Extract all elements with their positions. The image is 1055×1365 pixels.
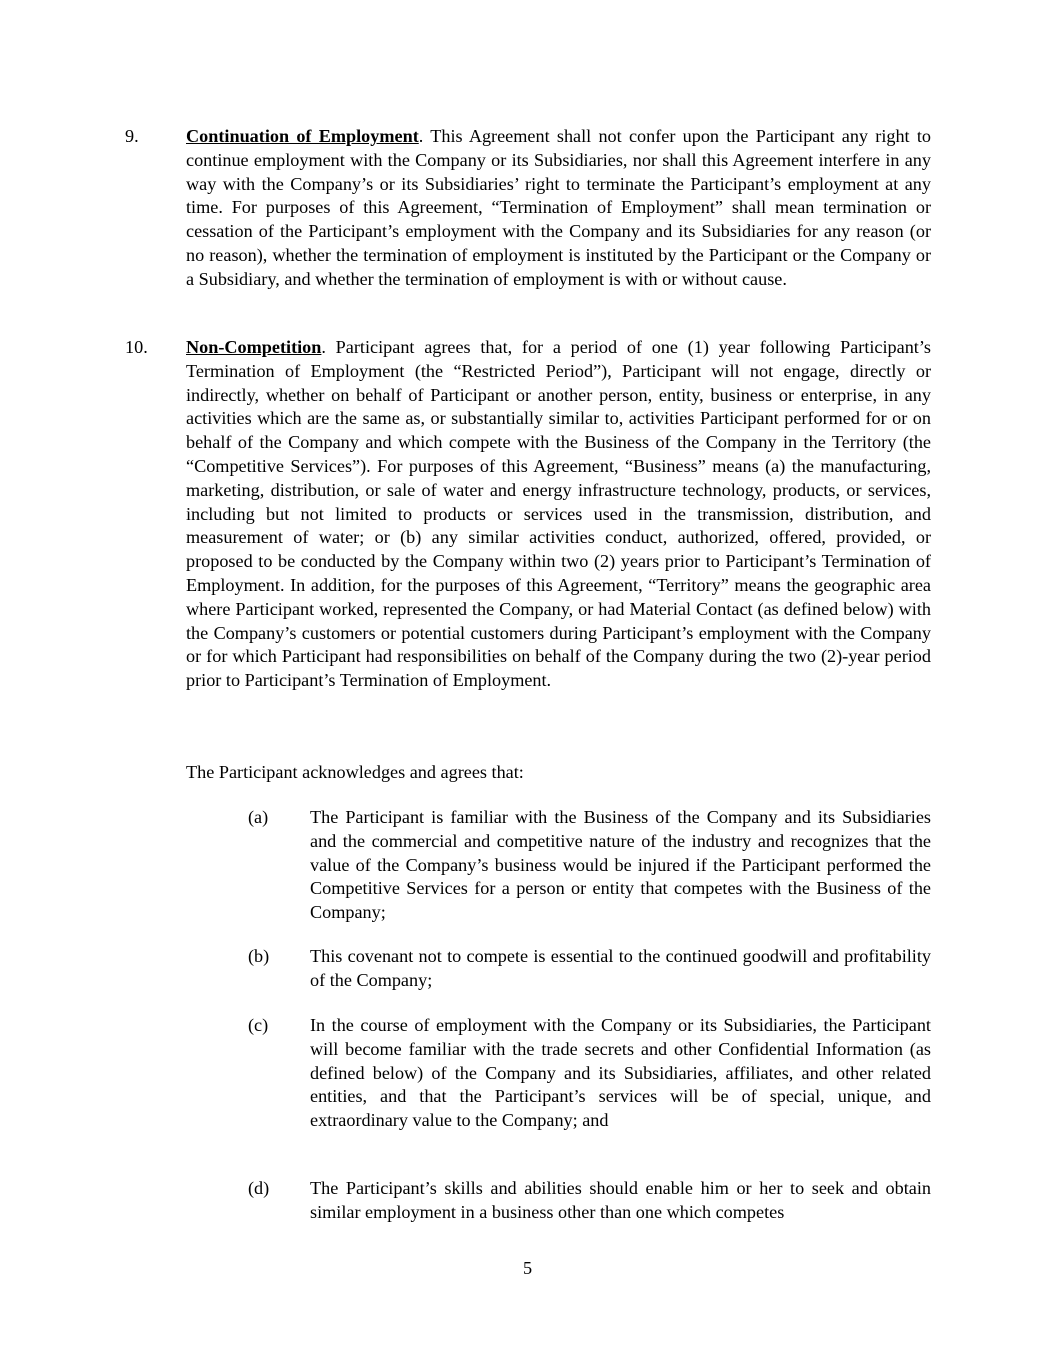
section-heading: Continuation of Employment (186, 126, 419, 146)
subitem-c (248, 1014, 931, 1133)
subitem-a (248, 806, 931, 925)
subitem-text: This covenant not to compete is essential to the continued goodwill and profitability of the Company; (310, 946, 931, 990)
acknowledgement-intro: The Participant acknowledges and agrees that: (186, 762, 524, 782)
section-number: 9. (125, 126, 139, 146)
section-text: . This Agreement shall not confer upon the Participant any right to continue employment with the Company or its Subsidiaries, nor shall this Agreement interfere in any way with the Company’s or its Subsidiaries’ right to terminate the Participant’s employment at any time. For purposes of this Agreement, “Termination of Employment” shall mean termination or cessation of the Participant’s employment with the Company and its Subsidiaries for any reason (or no reason), whether the termination of employment is instituted by the Participant or the Company or a Subsidiary, and whether the termination of employment is with or without cause. (186, 126, 931, 289)
subitem-d (248, 1177, 931, 1225)
section-10 (125, 336, 931, 693)
subitem-label: (a) (248, 807, 269, 827)
page-number: 5 (522, 1258, 533, 1278)
section-body (186, 336, 931, 693)
section-heading: Non-Competition (186, 337, 322, 357)
section-text: . Participant agrees that, for a period of one (1) year following Participant’s Termination of Employment (the “Restricted Period”), Participant will not engage, directly or indirectly, whether on behalf of Participant or another person, entity, business or enterprise, in any activities which are the same as, or substantially similar to, activities Participant performed for or on behalf of the Company and which compete with the Business of the Company in the Territory (the “Competitive Services”). For purposes of this Agreement, “Business” means (a) the manufacturing, marketing, distribution, or sale of water and energy infrastructure technology, products, or services, including but not limited to products or services used in the transmission, distribution, and measurement of water; or (b) any similar activities conduct, authorized, offered, provided, or proposed to be conducted by the Company within two (2) years prior to Participant’s Termination of Employment. In addition, for the purposes of this Agreement, “Territory” means the geographic area where Participant worked, represented the Company, or had Material Contact (as defined below) with the Company’s customers or potential customers during Participant’s employment with the Company or for which Participant had responsibilities on behalf of the Company during the two (2)-year period prior to Participant’s Termination of Employment. (186, 337, 931, 691)
section-body (186, 125, 931, 292)
subitem-text: The Participant is familiar with the Business of the Company and its Subsidiaries and the commercial and competitive nature of the industry and recognizes that the value of the Company’s business would be injured if the Participant performed the Competitive Services for a person or entity that competes with the Business of the Company; (310, 807, 931, 923)
subitem-text: The Participant’s skills and abilities should enable him or her to seek and obtain similar employment in a business other than one which competes (310, 1178, 931, 1222)
subitem-text: In the course of employment with the Company or its Subsidiaries, the Participant will become familiar with the trade secrets and other Confidential Information (as defined below) of the Company and its Subsidiaries, affiliates, and other related entities, and that the Participant’s services will be of special, unique, and extraordinary value to the Company; and (310, 1015, 931, 1131)
section-9 (125, 125, 931, 292)
subitem-label: (b) (248, 946, 270, 966)
subitem-label: (c) (248, 1015, 269, 1035)
subitem-label: (d) (248, 1178, 270, 1198)
section-number: 10. (125, 337, 148, 357)
subitem-b (248, 945, 931, 993)
